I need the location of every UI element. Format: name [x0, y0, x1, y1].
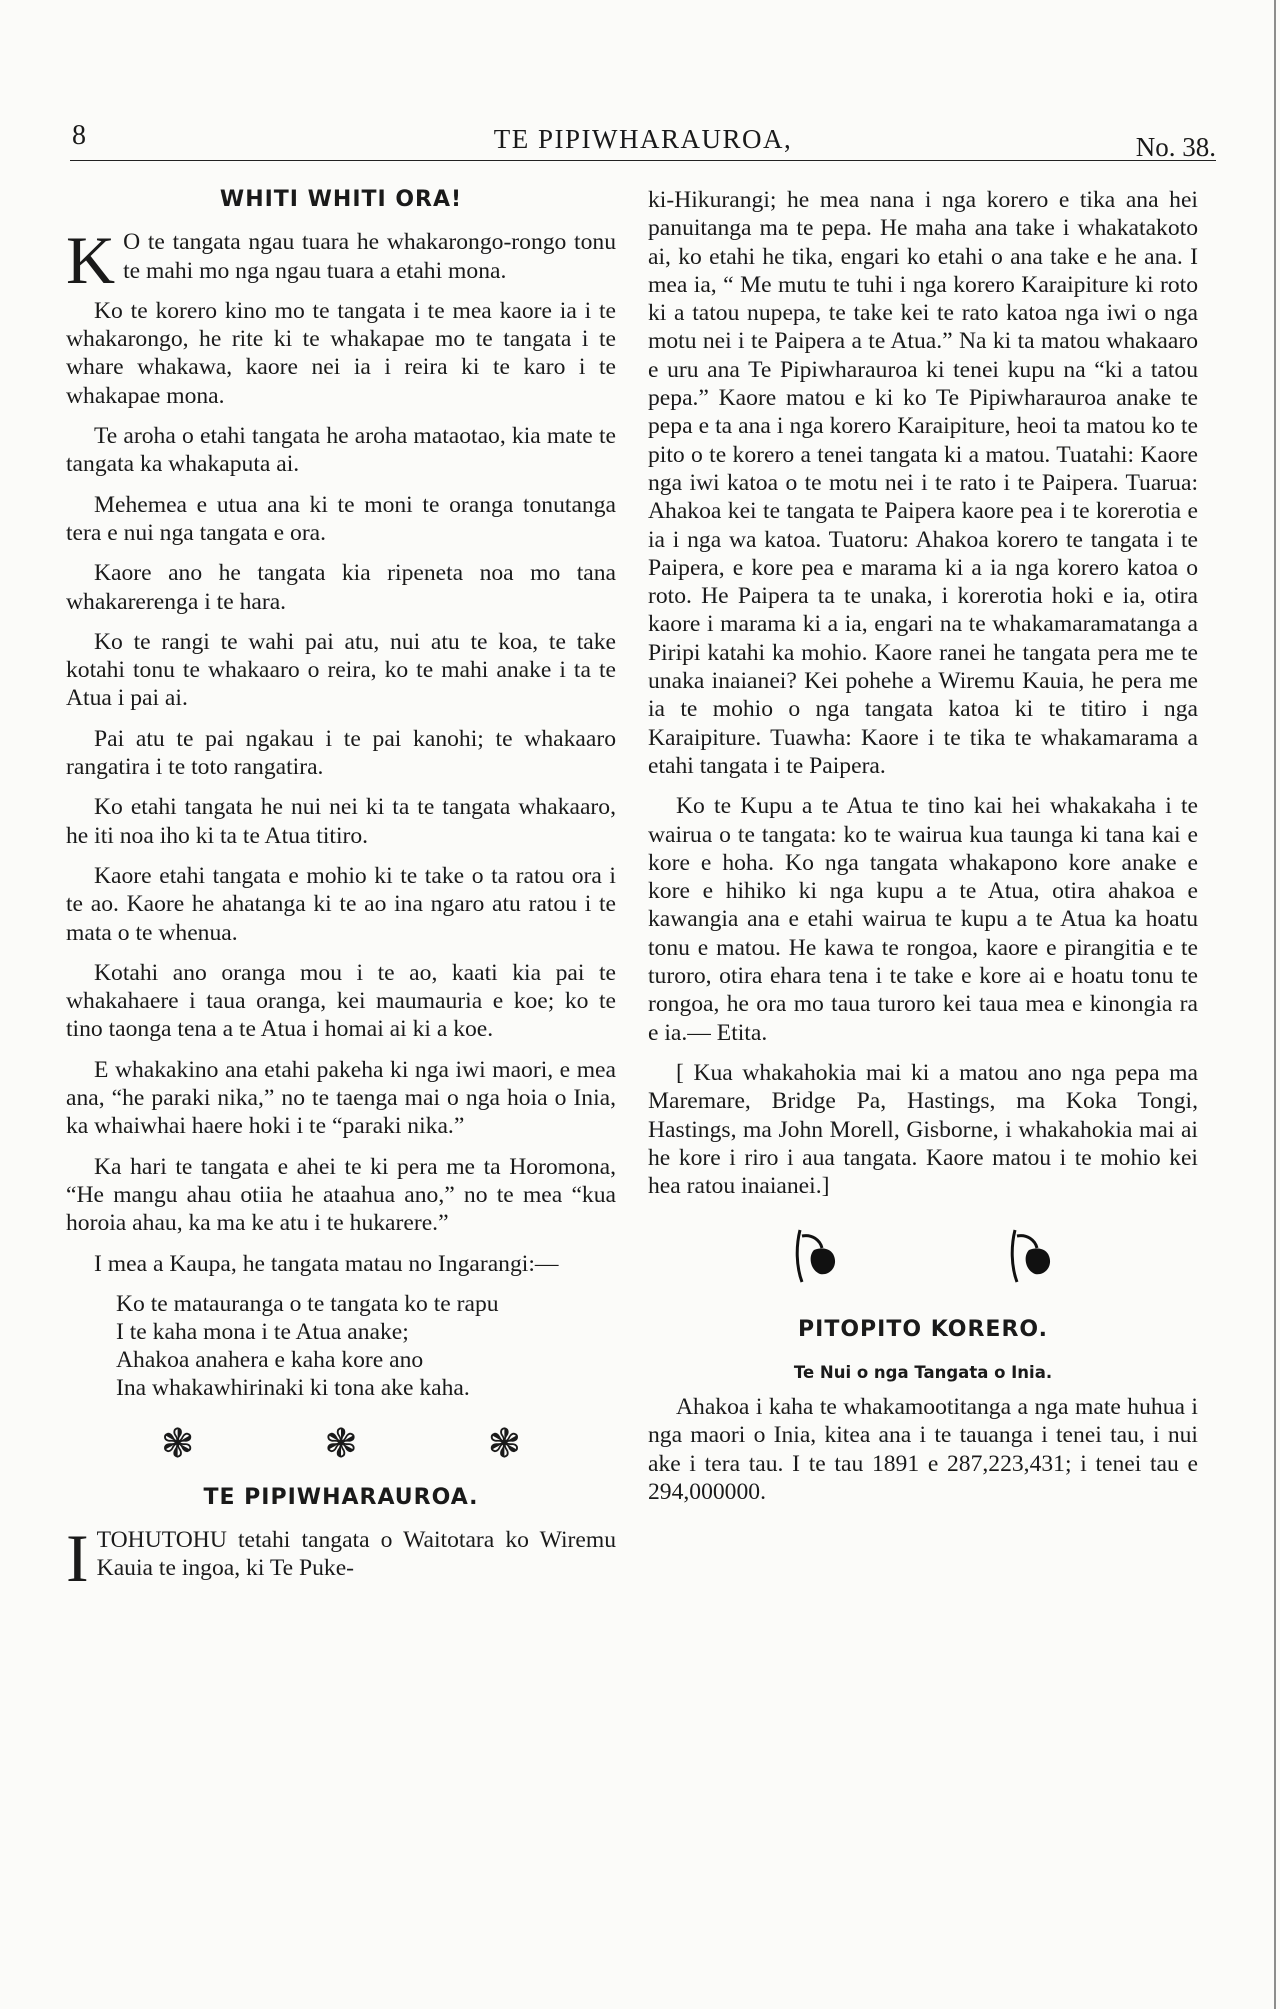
- paragraph: I mea a Kaupa, he tangata matau no Ingarangi:—: [94, 1250, 559, 1277]
- asterism-ornament-icon: ❃: [160, 1420, 195, 1466]
- asterism-ornament-icon: ❃: [487, 1420, 522, 1466]
- page-header: [70, 120, 1216, 161]
- drop-cap: K: [66, 222, 116, 299]
- paragraph: Kaore ano he tangata kia ripeneta noa mo tana whakarerenga i te hara.: [66, 560, 616, 615]
- poem-line: Ko te matauranga o te tangata ko te rapu: [116, 1290, 499, 1317]
- hand-flower-icon: [790, 1226, 842, 1286]
- masthead-title: TE PIPIWHARAUROA,: [493, 124, 793, 154]
- page-edge-line: [1274, 0, 1276, 2009]
- page-number: 8: [72, 120, 86, 151]
- paragraph: Ka hari te tangata e ahei te ki pera me ta Horomona, “He mangu ahau otiia he ataahua ano,” no te mea “kua horoia ahau, ka ma ke atu i te hukarere.”: [66, 1153, 616, 1237]
- paragraph: Mehemea e utua ana ki te moni te oranga tonutanga tera e nui nga tangata e ora.: [66, 491, 616, 546]
- paragraph: Ko te rangi te wahi pai atu, nui atu te koa, te take kotahi tonu te whakaaro o reira, ko te mahi anake i ta te Atua i pai ai.: [66, 628, 616, 712]
- paragraph: Te aroha o etahi tangata he aroha mataotao, kia mate te tangata ka whakaputa ai.: [66, 423, 616, 478]
- flower-ornaments: [708, 1226, 1138, 1286]
- poem-quote: [116, 1290, 616, 1402]
- intro-text: O te tangata ngau tuara he whakarongo-rongo tonu te mahi mo nga ngau tuara a etahi mona.: [123, 229, 616, 284]
- paragraph: Ahakoa i kaha te whakamootitanga a nga mate huhua i nga maori o Inia, kitea ana i te tauanga i tenei tau, i nui ake i tera tau. I te tau 1891 e 287,223,431; i tenei tau e 294,000000.: [648, 1393, 1198, 1505]
- section-heading-te-pipiwharauroa: TE PIPIWHARAUROA.: [203, 1484, 479, 1510]
- paragraph: Ko etahi tangata he nui nei ki ta te tangata whakaaro, he iti noa iho ki ta te Atua titiro.: [66, 794, 616, 849]
- intro-paragraph: [66, 222, 616, 299]
- article-opening-text: TOHUTOHU tetahi tangata o Waitotara ko Wiremu Kauia te ingoa, ki Te Puke-: [96, 1527, 616, 1582]
- paragraph: Pai atu te pai ngakau i te pai kanohi; te whakaaro rangatira i te toto rangatira.: [66, 725, 616, 781]
- right-column: [648, 186, 1198, 1518]
- asterism-ornament-icon: ❃: [324, 1420, 358, 1466]
- poem-line: Ahakoa anahera e kaha kore ano: [116, 1346, 424, 1373]
- subheading-inia: Te Nui o nga Tangata o Inia.: [793, 1362, 1053, 1382]
- hand-flower-icon: [1005, 1226, 1057, 1286]
- left-column: [66, 186, 616, 1595]
- poem-line: Ina whakawhirinaki ki tona ake kaha.: [116, 1374, 470, 1401]
- poem-line: I te kaha mona i te Atua anake;: [116, 1318, 409, 1345]
- paragraph: Ko te korero kino mo te tangata i te mea kaore ia i te whakarongo, he rite ki te whakapae mo te tangata i te whare whakawa, kaore nei ia i reira ki te karo i te whakapae mona.: [66, 297, 616, 409]
- section-heading-pitopito-korero: PITOPITO KORERO.: [798, 1317, 1048, 1343]
- paragraph: E whakakino ana etahi pakeha ki nga iwi maori, e mea ana, “he paraki nika,” no te taenga mai o nga hoia o Inia, ka whaiwhai haere hoki i te “paraki nika.”: [66, 1056, 616, 1140]
- issue-number: No. 38.: [1135, 132, 1216, 162]
- article-opening-paragraph: [66, 1520, 616, 1597]
- section-heading-whiti-whiti-ora: WHITI WHITI ORA!: [219, 187, 463, 212]
- drop-cap: I: [66, 1520, 89, 1597]
- continued-paragraph: ki-Hikurangi; he mea nana i nga korero e tika ana hei panuitanga ma te pepa. He maha ana take i whakatakoto ai, ko etahi he tika, engari ko etahi o ana take e he ana. I mea ia, “ Me mutu te tuhi i nga korero Karaipiture ki roto ki a tatou nupepa, te take kei te rato katoa nga iwi o nga motu nei i te Paipera a te Atua.” Na ki ta matou whakaaro e uru ana Te Pipiwharauroa ki tenei kupu na “ki a tatou pepa.” Kaore matou e ki ko Te Pipiwharauroa anake te pepa e ta ana i nga korero Karaipiture, heoi ta matou ko te pito o te korero a tenei tangata ki a matou. Tuatahi: Kaore nga iwi katoa o te motu nei i te rato i te Paipera. Tuarua: Ahakoa kei te tangata te Paipera kaore pea i te korerotia e ia i nga wa katoa. Tuatoru: Ahakoa korero te tangata i te Paipera, e kore pea e marama ki a ia nga korero katoa o roto. He Paipera ta te unaka, i korerotia hoki e ia, otira kaore i marama ki a ia, engari na te whakamaramatanga a Piripi katahi ka mohio. Kaore ranei he tangata pera me te unaka inaianei? Kei pohehe a Wiremu Kauia, he pera me ia te mohio o nga tangata katoa ki te titiro i nga Karaipiture. Tuawha: Kaore i te tika te whakamarama a etahi tangata i te Paipera.: [648, 187, 1198, 779]
- editorial-note: [ Kua whakahokia mai ki a matou ano nga pepa ma Maremare, Bridge Pa, Hastings, ma Koka Tongi, Hastings, ma John Morell, Gisborne, i whakahokia mai ai he kore i riro i aua tangata. Kaore matou i te mohio kei hea ratou inaianei.]: [648, 1059, 1198, 1200]
- paragraph: Ko te Kupu a te Atua te tino kai hei whakakaha i te wairua o te tangata: ko te wairua kua taunga ki tana kai e kore e hoha. Ko nga tangata whakapono kore anake e kore e hihiko ki nga kupu a te Atua, otira ahakoa e kawangia ana e etahi wairua te kupu a te Atua ka hoatu tonu e matou. He kawa te rongoa, kaore e pirangitia e te turoro, otira ehara tena i te take e kore ai e hoatu tonu te rongoa, he ora mo taua turoro kei taua mea e kinongia ra e ia.— Etita.: [648, 793, 1198, 1046]
- ornament-divider: [96, 1420, 586, 1466]
- paragraph: Kaore etahi tangata e mohio ki te take o ta ratou ora i te ao. Kaore he ahatanga ki te ao ina ngaro atu ratou i te mata o te whenua.: [66, 862, 616, 946]
- paragraph: Kotahi ano oranga mou i te ao, kaati kia pai te whakahaere i taua oranga, kei maumauria e koe; ko te tino taonga tena a te Atua i homai ai ki a koe.: [66, 959, 616, 1043]
